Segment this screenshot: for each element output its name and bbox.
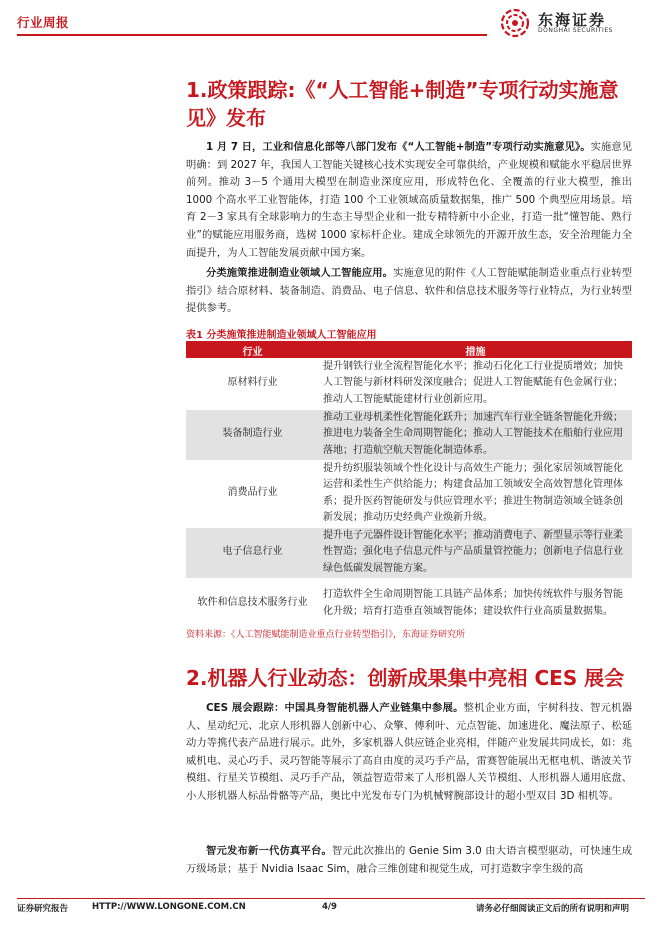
paragraph-lead: CES 展会跟踪：中国具身智能机器人产业链集中参展。 [206,702,464,714]
measure-cell: 打造软件全生命周期智能工具链产品体系；加快传统软件与服务智能化升级；培育打造垂直领域智能体；建设软件行业高质量数据集。 [319,578,632,629]
paragraph-lead: 1 月 7 日，工业和信息化部等八部门发布《“人工智能+制造”专项行动实施意见》。 [206,141,591,153]
section1-paragraph-2 [186,265,632,318]
table-caption: 表1 分类施策推进制造业领域人工智能应用 [186,330,377,341]
table-row [186,527,632,578]
paragraph-lead: 分类施策推进制造业领域人工智能应用。 [206,267,394,279]
table-row [186,358,632,409]
industry-cell: 原材料行业 [186,358,319,409]
header-divider [17,34,487,36]
table-source: 资料来源：《人工智能赋能制造业重点行业转型指引》，东海证券研究所 [186,630,466,640]
section1-paragraph-1 [186,139,632,262]
measure-cell: 推动工业母机柔性化智能化跃升；加速汽车行业全链条智能化升级；推进电力装备全生命周期智能化；推动人工智能技术在船舶行业应用落地；打造航空航天智能化制造体系。 [319,409,632,460]
footer-website-link[interactable]: HTTP://WWW.LONGONE.COM.CN [92,902,246,912]
measure-cell: 提升纺织服装领域个性化设计与高效生产能力；强化家居领域智能化运营和柔性生产供给能力；构建食品加工领域安全高效智慧化管理体系；提升医药智能研发与供应管理水平；推进生物制造领域全链条创新发展；推动历史经典产业焕新升级。 [319,460,632,527]
section-label: 行业周报 [17,15,70,30]
logo-english-name: DONGHAI SECURITIES [538,27,613,34]
table-row [186,460,632,527]
policy-table [186,342,632,630]
company-logo [500,8,660,38]
table-header-industry: 行业 [186,342,319,358]
footer-divider [17,898,645,899]
industry-cell: 电子信息行业 [186,527,319,578]
industry-cell: 软件和信息技术服务行业 [186,578,319,629]
industry-cell: 装备制造行业 [186,409,319,460]
logo-chinese-name: 东海证券 [538,11,607,29]
industry-cell: 消费品行业 [186,460,319,527]
page-number: 4/9 [322,902,337,912]
table-row [186,409,632,460]
footer-disclaimer: 请务必仔细阅读正文后的所有说明和声明 [476,904,630,914]
table-row [186,578,632,629]
section2-paragraph-1 [186,700,632,806]
measure-cell: 提升电子元器件设计智能化水平；推动消费电子、新型显示等行业柔性智造；强化电子信息元件与产品质量管控能力；创新电子信息行业绿色低碳发展智能方案。 [319,527,632,578]
paragraph-body: 整机企业方面，宇树科技、智元机器人、星动纪元、北京人形机器人创新中心、众擎、傅利叶、元点智能、加速进化、魔法原子、松延动力等携代表产品进行展示。此外，多家机器人供应链企业亮相，伴随产业发展共同成长，如：兆威机电、灵心巧手、灵巧智能等展示了高自由度的灵巧手产品，雷赛智能展出无框电机、谐波关节模组、行星关节模组、灵巧手产品，领益智造带来了人形机器人关节模组、人形机器人通用底盘、小人形机器人标品骨骼等产品，奥比中光发布专门为机械臂腕部设计的超小型双目 3D 相机等。 [186,702,633,802]
paragraph-body: 实施意见明确：到 2027 年，我国人工智能关键核心技术实现安全可靠供给，产业规模和赋能水平稳居世界前列。推动 3－5 个通用大模型在制造业深度应用，形成特色化、全覆盖的行业大模型，推出 1000 个高水平工业智能体，打造 100 个工业领域高质量数据集，推广 500 个典型应用场景。培育 2－3 家具有全球影响力的生态主导型企业和一批专精特新中小企业，打造一批“懂智能、熟行业”的赋能应用服务商，选树 1000 家标杆企业。建成全球领先的开源开放生态，安全治理能力全面提升，为人工智能发展贡献中国方案。 [186,141,632,259]
section1-heading: 1.政策跟踪:《“人工智能+制造”专项行动实施意见》发布 [186,78,619,130]
paragraph-body: 实施意见的附件《人工智能赋能制造业重点行业转型指引》结合原材料、装备制造、消费品、电子信息、软件和信息技术服务等行业特点，为行业转型提供参考。 [186,267,633,315]
paragraph-body: 智元此次推出的 Genie Sim 3.0 由大语言模型驱动，可快速生成万级场景；基于 Nvidia Isaac Sim，融合三维创建和视觉生成，可打造数字孪生级的高 [186,845,632,875]
paragraph-lead: 智元发布新一代仿真平台。 [206,845,332,857]
footer-label: 证券研究报告 [17,904,69,914]
table-header-measures: 措施 [319,342,632,358]
measure-cell: 提升钢铁行业全流程智能化水平；推动石化化工行业提质增效；加快人工智能与新材料研发深度融合；促进人工智能赋能有色金属行业；推动人工智能赋能建材行业创新应用。 [319,358,632,409]
section2-paragraph-2 [186,843,632,878]
section2-heading: 2.机器人行业动态：创新成果集中亮相 CES 展会 [186,666,625,690]
page-header [0,0,662,40]
wave-logo-icon [500,8,530,38]
